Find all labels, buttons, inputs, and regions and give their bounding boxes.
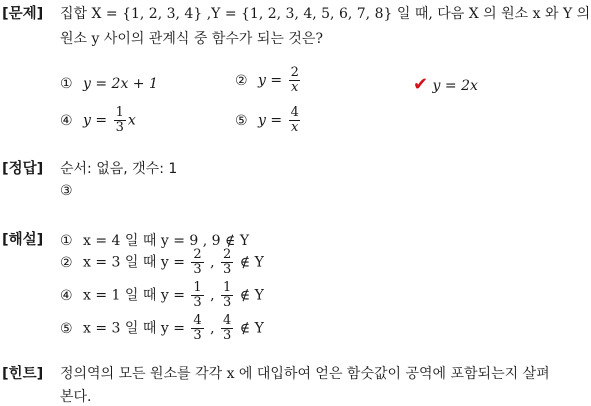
option-4-den: 3: [115, 120, 124, 135]
option-2-marker: ②: [235, 72, 248, 89]
option-2[interactable]: [235, 66, 303, 95]
explanation-4-marker: ⑤: [60, 320, 73, 337]
explanation-1-text: x = 4 일 때 y = 9 , 9 ∉ Y: [83, 233, 250, 249]
explanation-4-num-b: 4: [223, 313, 232, 328]
explanation-3-marker: ④: [60, 287, 73, 304]
option-5[interactable]: [235, 106, 303, 135]
explanation-2-comma: ,: [210, 254, 215, 271]
explanation-4-comma: ,: [210, 320, 215, 337]
option-2-num: 2: [290, 65, 299, 80]
check-mark-icon: ✔: [413, 74, 429, 95]
explanation-3-text: x = 1 일 때 y =: [83, 287, 185, 304]
explanation-4-fraction-a: [191, 314, 203, 343]
explanation-2-fraction-b: [221, 248, 233, 277]
explanation-2-den-a: 3: [193, 262, 202, 277]
option-4-marker: ④: [60, 112, 73, 129]
option-5-den: x: [291, 120, 299, 135]
explanation-line-1: [60, 230, 249, 250]
explanation-line-3: [60, 281, 264, 310]
explanation-tag: [해설]: [2, 232, 44, 248]
explanation-4-fraction-b: [221, 314, 233, 343]
hint-line-2: 본다.: [60, 389, 92, 405]
option-3-expr: y = 2x: [432, 78, 478, 94]
explanation-3-num-a: 1: [193, 280, 202, 295]
option-3[interactable]: [413, 74, 478, 95]
problem-line-2: 원소 y 사이의 관계식 중 함수가 되는 것은?: [60, 31, 323, 47]
problem-line-1: 집합 X = {1, 2, 3, 4} ,Y = {1, 2, 3, 4, 5, 6, 7, 8} 일 때, 다음 X 의 원소 x 와 Y 의: [60, 6, 591, 22]
option-5-num: 4: [290, 105, 299, 120]
explanation-4-den-b: 3: [223, 328, 232, 343]
explanation-4-tail: ∉ Y: [239, 320, 264, 337]
explanation-2-fraction-a: [191, 248, 203, 277]
option-2-fraction: [289, 66, 301, 95]
explanation-4-text: x = 3 일 때 y =: [83, 320, 185, 337]
option-4[interactable]: [60, 106, 136, 135]
explanation-3-tail: ∉ Y: [239, 287, 264, 304]
explanation-3-comma: ,: [210, 287, 215, 304]
option-1-expr: y = 2x + 1: [83, 76, 158, 92]
option-5-fraction: [289, 106, 301, 135]
option-4-rhs: x: [127, 112, 136, 129]
option-1-marker: ①: [60, 76, 73, 92]
explanation-2-den-b: 3: [223, 262, 232, 277]
option-5-lhs: y =: [258, 112, 283, 129]
option-4-fraction: [114, 106, 126, 135]
explanation-4-num-a: 4: [193, 313, 202, 328]
option-2-den: x: [291, 80, 299, 95]
explanation-line-4: [60, 314, 264, 343]
option-4-lhs: y =: [83, 112, 108, 129]
hint-line-1: 정의역의 모든 원소를 각각 x 에 대입하여 얻은 함숫값이 공역에 포함되는지 살펴: [60, 366, 550, 382]
explanation-1-marker: ①: [60, 233, 73, 249]
problem-tag: [문제]: [2, 6, 44, 22]
option-2-lhs: y =: [258, 72, 283, 89]
explanation-2-marker: ②: [60, 254, 73, 271]
explanation-2-num-b: 2: [223, 247, 232, 262]
answer-tag: [정답]: [2, 161, 44, 177]
option-1[interactable]: [60, 76, 158, 92]
explanation-line-2: [60, 248, 264, 277]
option-5-marker: ⑤: [235, 112, 248, 129]
answer-line-2: ③: [60, 183, 73, 199]
answer-line-1: 순서: 없음, 갯수: 1: [60, 161, 178, 177]
option-4-num: 1: [115, 105, 124, 120]
explanation-3-fraction-b: [221, 281, 233, 310]
explanation-2-num-a: 2: [193, 247, 202, 262]
explanation-3-den-a: 3: [193, 295, 202, 310]
explanation-2-text: x = 3 일 때 y =: [83, 254, 185, 271]
explanation-4-den-a: 3: [193, 328, 202, 343]
explanation-3-fraction-a: [191, 281, 203, 310]
explanation-3-den-b: 3: [223, 295, 232, 310]
explanation-3-num-b: 1: [223, 280, 232, 295]
explanation-2-tail: ∉ Y: [239, 254, 264, 271]
hint-tag: [힌트]: [2, 366, 44, 382]
